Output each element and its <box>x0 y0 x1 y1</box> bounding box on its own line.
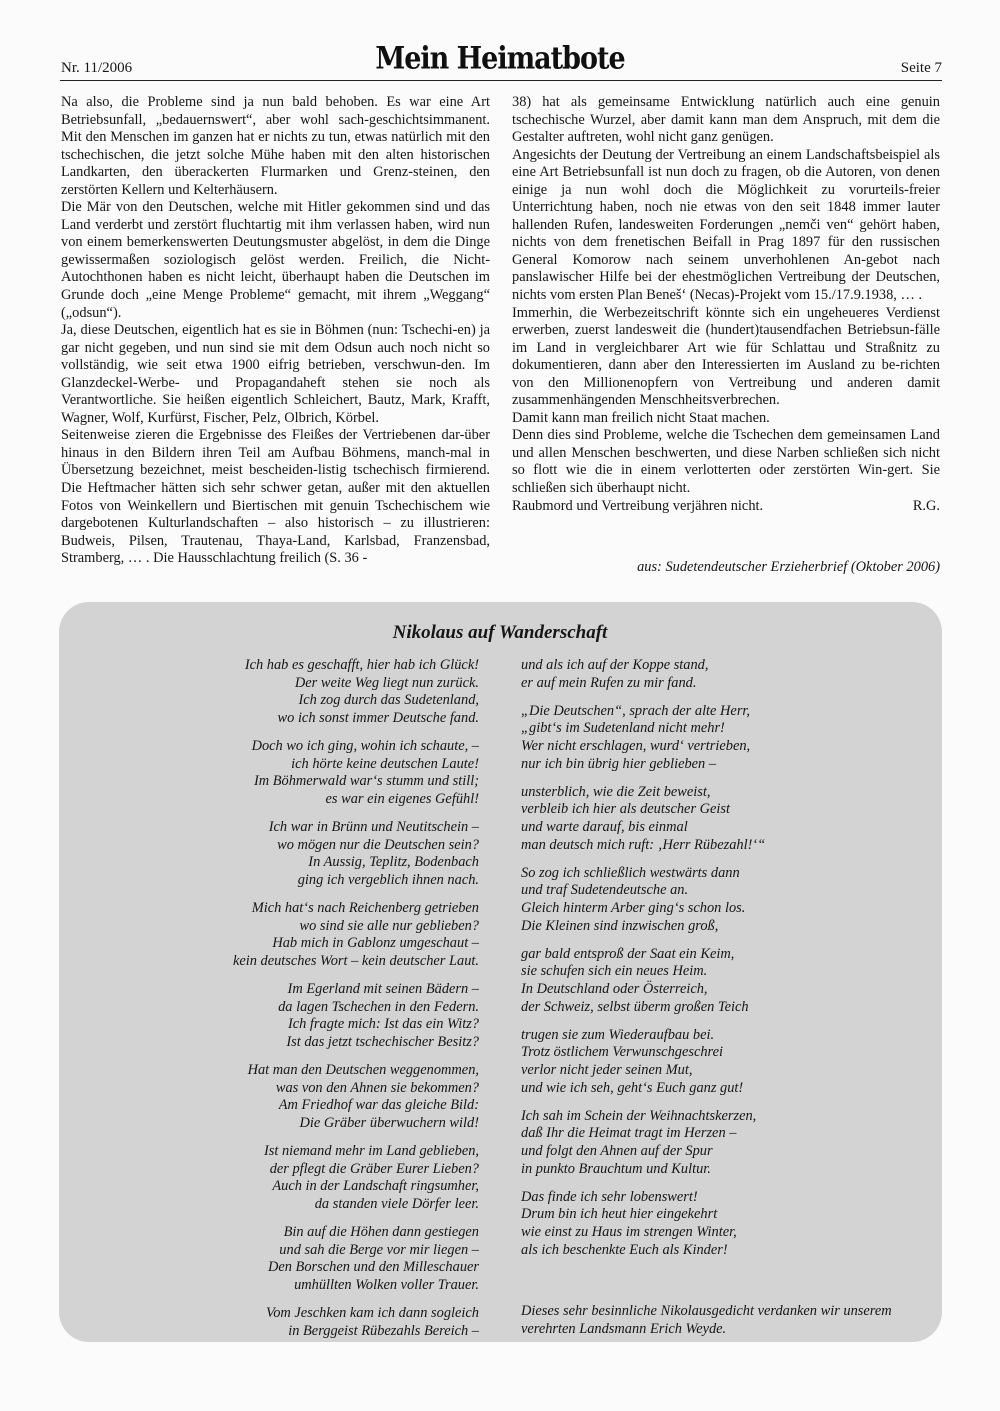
poem-stanza <box>99 1224 479 1295</box>
poem-line: Hat man den Deutschen weggenommen, <box>247 1062 479 1078</box>
poem-title: Nikolaus auf Wanderschaft <box>392 622 608 643</box>
poem-stanza <box>99 819 479 890</box>
poem-line: der Schweiz, selbst überm großen Teich <box>521 998 749 1015</box>
poem-stanza <box>99 900 479 971</box>
poem-line: was von den Ahnen sie bekommen? <box>275 1079 479 1096</box>
poem-stanza <box>521 1108 901 1179</box>
poem-line: verlor nicht jeder seinen Mut, <box>521 1062 693 1078</box>
closing-sentence: Raubmord und Vertreibung verjähren nicht. <box>512 497 764 514</box>
poem-line: Am Friedhof war das gleiche Bild: <box>278 1097 479 1114</box>
poem-line: Ich hab es geschafft, hier hab ich Glück! <box>244 657 479 673</box>
poem-line: Der weite Weg liegt nun zurück. <box>294 674 479 691</box>
poem-line: Bin auf die Höhen dann gestiegen <box>283 1224 479 1240</box>
poem-line: als ich beschenkte Euch als Kinder! <box>521 1241 728 1258</box>
article-paragraph: Denn dies sind Probleme, welche die Tschechen dem gemeinsamen Land und allen Menschen beschwerten, und diese Narben schließen sich nicht so flott wie die in einem verlotterten oder zerstörten Win-gert. Sie schließen sich überhaupt nicht. <box>512 427 940 497</box>
poem-line: umhüllten Wolken voller Trauer. <box>294 1277 479 1294</box>
article-paragraph: Na also, die Probleme sind ja nun bald behoben. Es war eine Art Betriebsunfall, „bedauernswert“, aber wohl sach-geschichtsimmanent. Mit den Menschen im ganzen hat er nichts zu tun, etwas natürlich mit den tschechischen, die jetzt solche Mühe haben mit den alten historischen Landkarten, den überackerten Flurmarken und Grenz-steinen, den zerstörten Kellern und Kelterhäusern. <box>61 94 490 198</box>
poem-line: Auch in der Landschaft ringsumher, <box>272 1178 479 1195</box>
poem-attribution: Dieses sehr besinnliche Nikolausgedicht verdanken wir unserem verehrten Landsmann Erich Weyde. <box>521 1303 892 1337</box>
poem-line: Ist niemand mehr im Land geblieben, <box>263 1143 479 1159</box>
poem-line: und folgt den Ahnen auf der Spur <box>521 1143 713 1159</box>
poem-line: Ich zog durch das Sudetenland, <box>298 692 479 709</box>
poem-line: Ist das jetzt tschechischer Besitz? <box>286 1034 479 1051</box>
poem-line: in punkto Brauchtum und Kultur. <box>521 1160 711 1177</box>
poem-line: Gleich hinterm Arber ging‘s schon los. <box>521 900 746 916</box>
poem-line: So zog ich schließlich westwärts dann <box>521 864 740 881</box>
poem-line: ging ich vergeblich ihnen nach. <box>297 872 479 889</box>
poem-line: In Deutschland oder Österreich, <box>521 981 708 997</box>
issue-number: Nr. 11/2006 <box>61 60 133 76</box>
poem-line: wo sind sie alle nur geblieben? <box>299 917 479 934</box>
poem-line: Doch wo ich ging, wohin ich schaute, – <box>251 738 479 754</box>
poem-line: man deutsch mich ruft: ‚Herr Rübezahl!‘“ <box>521 836 766 853</box>
poem-line: Wer nicht erschlagen, wurd‘ vertrieben, <box>521 738 751 754</box>
masthead-logo: Mein Heimatbote <box>375 40 625 77</box>
poem-line: und traf Sudetendeutsche an. <box>521 882 689 899</box>
poem-line: er auf mein Rufen zu mir fand. <box>521 674 697 691</box>
article-paragraph: Damit kann man freilich nicht Staat machen. <box>512 409 770 426</box>
poem-stanza <box>99 738 479 809</box>
poem-column-left <box>99 657 479 1351</box>
closing-line <box>512 498 940 516</box>
poem-stanza <box>99 981 479 1052</box>
poem-stanza <box>99 1143 479 1214</box>
poem-stanza <box>99 657 479 728</box>
poem-line: verbleib ich hier als deutscher Geist <box>521 801 731 818</box>
article-paragraph: Die Mär von den Deutschen, welche mit Hitler gekommen sind und das Land verderbt und zerstört fluchtartig mit ihm verlassen haben, wird nun von einem bemerkenswerten Deutungsmuster abgelöst, in dem die Dinge gewissermaßen soziologisch gelöst werden. Freilich, die Nicht-Autochthonen haben es nicht leicht, überhaupt haben die Deutschen im Grunde doch „eine Menge Probleme“ gemacht, mit ihrem „Weggang“ („odsun“). <box>61 199 490 321</box>
article-column-right <box>512 94 940 515</box>
poem-line: und warte darauf, bis einmal <box>521 819 688 835</box>
article-column-left <box>61 94 490 568</box>
poem-line: sie schufen sich ein neues Heim. <box>521 963 708 980</box>
article-source: aus: Sudetendeutscher Erzieherbrief (Oktober 2006) <box>637 559 940 575</box>
poem-line: Ich sah im Schein der Weihnachtskerzen, <box>521 1107 757 1124</box>
poem-line: Die Gräber überwuchern wild! <box>299 1115 479 1132</box>
poem-line: „gibt‘s im Sudetenland nicht mehr! <box>521 720 725 737</box>
poem-line: Trotz östlichem Verwunschgeschrei <box>521 1044 723 1061</box>
poem-line: nur ich bin übrig hier geblieben – <box>521 755 717 772</box>
poem-stanza <box>521 1189 901 1260</box>
poem-line: da standen viele Dörfer leer. <box>314 1196 479 1213</box>
poem-line: daß Ihr die Heimat tragt im Herzen – <box>521 1125 737 1142</box>
poem-line: Das finde ich sehr lobenswert! <box>521 1188 698 1205</box>
poem-line: In Aussig, Teplitz, Bodenbach <box>308 854 479 871</box>
poem-line: Die Kleinen sind inzwischen groß, <box>521 917 719 934</box>
poem-stanza <box>521 1027 901 1098</box>
poem-stanza <box>99 1305 479 1340</box>
article-paragraph: Seitenweise zieren die Ergebnisse des Fleißes der Vertriebenen dar-über hinaus in den Bildern ihren Teil am Aufbau Böhmens, manch-mal in Übersetzung bezeichnet, meist bescheiden-listig tschechisch firmierend. Die Heftmacher hätten sich sehr schwer getan, außer mit den aktuellen Fotos von Weinkellern und Biertischen mit genuin Tschechischem wie dargebotenen Kulturlandschaften – also historisch – zu illustrieren: Budweis, Pilsen, Trautenau, Thaya-Land, Karlsbad, Franzensbad, Stramberg, … . Die Hausschlachtung freilich (S. 36 - <box>61 427 490 567</box>
poem-line: in Berggeist Rübezahls Bereich – <box>288 1322 479 1339</box>
poem-line: Drum bin ich heut hier eingekehrt <box>521 1206 718 1223</box>
poem-line: und wie ich seh, geht‘s Euch ganz gut! <box>521 1079 744 1096</box>
article-paragraph: 38) hat als gemeinsame Entwicklung natürlich auch eine genuin tschechische Wurzel, aber damit kann man dem Anspruch, mit dem die Gestalter auftreten, wohl nicht ganz genügen. <box>512 94 940 146</box>
poem-line: trugen sie zum Wiederaufbau bei. <box>521 1026 715 1043</box>
author-signature: R.G. <box>912 497 940 514</box>
poem-line: Den Borschen und den Milleschauer <box>267 1259 479 1276</box>
poem-stanza <box>521 657 901 692</box>
page-number: Seite 7 <box>900 60 942 76</box>
article-paragraph: Immerhin, die Werbezeitschrift könnte sich ein ungeheueres Verdienst erwerben, zuerst landesweit die (hundert)tausendfachen Betriebsun-fälle im Land in vergleichbarer Art wie für Schlattau und Straßnitz zu dokumentieren, dann aber den Interessierten im Ausland zu be-richten von den Millionenopfern von Vertreibung und anderen damit zusammenhängenden Menschheitsverbrechen. <box>512 304 940 409</box>
poem-stanza <box>99 1062 479 1133</box>
poem-line: da lagen Tschechen in den Federn. <box>278 998 479 1015</box>
poem-line: „Die Deutschen“, sprach der alte Herr, <box>521 702 751 719</box>
poem-line: Ich war in Brünn und Neutitschein – <box>268 819 479 835</box>
article-paragraph: Angesichts der Deutung der Vertreibung an einem Landschaftsbeispiel als eine Art Betriebsunfall ist nun doch zu fragen, ob die Autoren, von denen einige ja nun wohl doch die Möglichkeit zu vorurteils-freier Unterrichtung haben, noch nie etwas von den seit 1848 immer lauter hallenden Rufen, landesweiten Forderungen „nemči ven“ gehört haben, nichts von dem frenetischen Beifall in Prag 1897 für den russischen General Komorow nach seinem unverhohlenen An-gebot nach panslawischer Hilfe bei der ehestmöglichen Vertreibung der Deutschen, nichts vom ersten Plan Beneš‘ (Necas)-Projekt vom 15./17.9.1938, … . <box>512 146 940 304</box>
poem-line: und als ich auf der Koppe stand, <box>521 657 709 673</box>
poem-stanza <box>521 865 901 936</box>
poem-stanza <box>521 946 901 1017</box>
poem-stanza <box>521 703 901 774</box>
poem-line: und sah die Berge vor mir liegen – <box>279 1241 479 1258</box>
poem-line: Mich hat‘s nach Reichenberg getrieben <box>251 900 479 916</box>
poem-line: ich hörte keine deutschen Laute! <box>291 755 479 772</box>
poem-line: es war ein eigenes Gefühl! <box>325 791 479 808</box>
poem-line: Im Egerland mit seinen Bädern – <box>287 981 479 997</box>
poem-line: wo ich sonst immer Deutsche fand. <box>277 710 479 727</box>
poem-line: wo mögen nur die Deutschen sein? <box>277 836 479 853</box>
poem-column-right <box>521 657 901 1270</box>
poem-line: wie einst zu Haus im strengen Winter, <box>521 1224 737 1240</box>
poem-line: Im Böhmerwald war‘s stumm und still; <box>253 773 479 790</box>
poem-line: unsterblich, wie die Zeit beweist, <box>521 783 711 800</box>
poem-line: gar bald entsproß der Saat ein Keim, <box>521 945 735 962</box>
poem-line: Ich fragte mich: Ist das ein Witz? <box>287 1016 479 1033</box>
article-paragraph: Ja, diese Deutschen, eigentlich hat es sie in Böhmen (nun: Tschechi-en) ja gar nicht gegeben, und nun sind sie mit dem Odsun auch noch nicht so vollständig, wie seit etwa 1900 eifrig betrieben, verschwun-den. Im Glanzdeckel-Werbe- und Propagandaheft stehen sie noch als Verantwortliche. Sie heißen eigentlich Schleichert, Bautz, Mark, Krafft, Wagner, Wolf, Kurfürst, Fischer, Pelz, Olbrich, Körbel. <box>61 322 490 426</box>
poem-line: Hab mich in Gablonz umgeschaut – <box>272 935 479 952</box>
header-rule <box>60 80 942 81</box>
poem-stanza <box>521 784 901 855</box>
poem-line: kein deutsches Wort – kein deutscher Laut. <box>232 953 479 970</box>
poem-line: der pflegt die Gräber Eurer Lieben? <box>269 1160 479 1177</box>
poem-line: Vom Jeschken kam ich dann sogleich <box>266 1305 479 1321</box>
